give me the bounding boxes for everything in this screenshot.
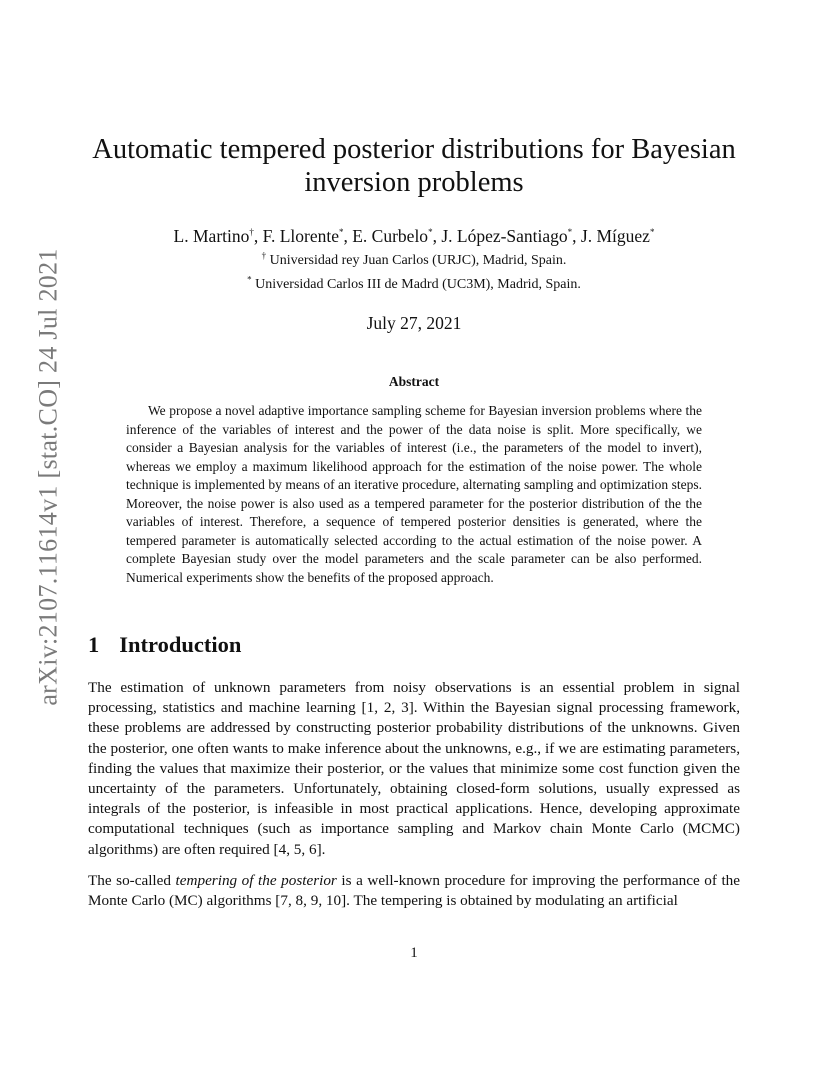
affiliation-mark: * [338,227,344,238]
author-name: L. Martino [173,226,250,246]
arxiv-identifier: arXiv:2107.11614v1 [stat.CO] 24 Jul 2021 [34,248,63,706]
paper-title: Automatic tempered posterior distributions for Bayesian inversion problems [92,134,736,198]
author-name: E. Curbelo [352,226,429,246]
intro-paragraph-1: The estimation of unknown parameters from noisy observations is an essential problem in signal processing, statistics and machine learning [1, 2, 3]. Within the Bayesian signal processing framework, these problems are addressed by constructing posterior probability distributions of the unknowns. Given the posterior, one often wants to make inference about the unknowns, e.g., if we are estimating parameters, finding the values that maximize their posterior, or the values that minimize some cost function given the uncertainty of the parameters. Unfortunately, obtaining closed-form solutions, usually expressed as integrals of the posterior, is infeasible in most practical applications. Hence, developing approximate computational techniques (such as importance sampling and Markov chain Monte Carlo (MCMC) algorithms) are often required [4, 5, 6]. [88,679,740,858]
abstract-body: We propose a novel adaptive importance sampling scheme for Bayesian inversion problems where the inference of the variables of interest and the power of the data noise is split. More specifically, we consider a Bayesian analysis for the variables of interest (i.e., the parameters of the model to invert), whereas we employ a maximum likelihood approach for the estimation of the noise power. The whole technique is implemented by means of an iterative procedure, alternating sampling and optimization steps. Moreover, the noise power is also used as a tempered parameter for the posterior distribution of the the variables of interest. Therefore, a sequence of tempered posterior densities is generated, where the tempered parameter is automatically selected according to the actual estimation of the noise power. A complete Bayesian study over the model parameters and the scale parameter can be also performed. Numerical experiments show the benefits of the proposed approach. [126,403,702,585]
affiliation-mark: * [247,274,252,285]
affiliation-text: Universidad Carlos III de Madrd (UC3M), Madrid, Spain. [251,277,581,292]
affiliation-mark: † [249,227,254,238]
intro-paragraph-2 [88,871,740,911]
affiliation-mark: † [261,250,267,261]
affiliation-uc3m [88,276,740,294]
paragraph-text: is a well-known procedure for improving the performance of the Monte Carlo (MC) algorithms [7, 8, 9, 10]. The tempering is obtained by modulating an artificial [88,872,741,910]
affiliation-urjc [88,252,740,270]
author-name: J. Míguez [580,226,650,246]
section-number: 1 [88,632,100,657]
author-separator: , [343,226,353,246]
abstract-heading: Abstract [388,374,440,389]
author-name: J. López-Santiago [441,226,568,246]
affiliation-mark: * [428,227,433,238]
author-name: F. Llorente [262,226,339,246]
paper-date: July 27, 2021 [366,313,462,333]
emphasized-term: tempering of the posterior [175,872,337,889]
affiliation-mark: * [567,227,573,238]
author-separator: , [572,226,581,246]
page-number: 1 [410,945,418,961]
affiliation-text: Universidad rey Juan Carlos (URJC), Madrid, Spain. [266,253,567,268]
section-title: Introduction [119,632,242,657]
affiliation-mark: * [649,227,655,238]
author-separator: , [432,226,442,246]
arxiv-sidebar [29,248,69,706]
author-separator: , [253,226,263,246]
section-heading [88,632,241,658]
paragraph-text: The so-called [88,872,176,889]
author-list [88,225,740,247]
